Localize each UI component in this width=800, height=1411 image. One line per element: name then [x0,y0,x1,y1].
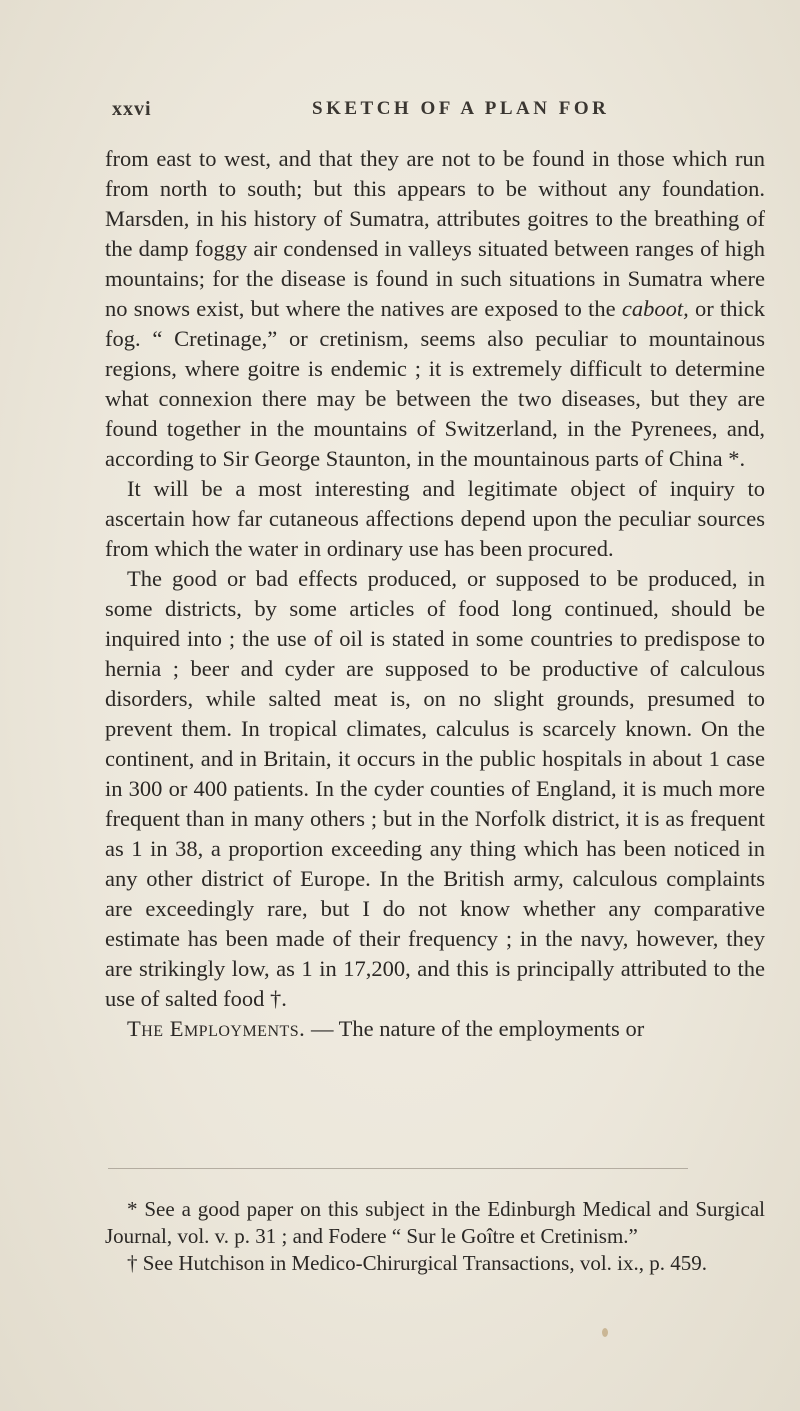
paragraph-employments-text: — The nature of the employments or [305,1016,645,1041]
running-head [112,98,752,124]
page-number: xxvi [112,98,152,120]
paragraph-continuation [105,144,765,474]
paragraph-employments [105,1014,765,1044]
footnotes [105,1196,765,1277]
paragraph-1-start: from east to west, and that they are not to be found in those which run from north to south; but this appears to be without any foundation. Marsden, in his history of Sumatra, attributes goitres to the breathing of the damp foggy air condensed in valleys situated between ranges of high mountains; for the disease is found in such situations in Sumatra where no snows exist, but where the natives are exposed to the [105,146,765,321]
paper-blemish [602,1328,608,1337]
paragraph-cutaneous: It will be a most interesting and legitimate object of inquiry to ascertain how far cutaneous affections depend upon the peculiar sources from which the water in ordinary use has been procured. [105,476,765,561]
paragraph-1-end: or thick fog. “ Cretinage,” or cretinism, seems also peculiar to mountainous regions, where goitre is endemic ; it is extremely difficult to determine what connexion there may be between the two diseases, but they are found together in the mountains of Switzerland, in the Pyrenees, and, according to Sir George Staunton, in the mountainous parts of China *. [105,296,765,471]
footnote-2: † See Hutchison in Medico-Chirurgical Transactions, vol. ix., p. 459. [127,1251,707,1275]
caboot-term: caboot, [621,296,689,321]
paragraph-food: The good or bad effects produced, or supposed to be produced, in some districts, by some articles of food long continued, should be inquired into ; the use of oil is stated in some countries to predispose to hernia ; beer and cyder are supposed to be productive of calculous disorders, while salted meat is, on no slight grounds, presumed to prevent them. In tropical climates, calculus is scarcely known. On the continent, and in Britain, it occurs in the public hospitals in about 1 case in 300 or 400 patients. In the cyder counties of England, it is much more frequent than in many others ; but in the Norfolk district, it is as frequent as 1 in 38, a proportion exceeding any thing which has been noticed in any other district of Europe. In the British army, calculous complaints are exceedingly rare, but I do not know whether any comparative estimate has been made of their frequency ; in the navy, however, they are strikingly low, as 1 in 17,200, and this is principally attributed to the use of salted food †. [105,566,765,1011]
footnote-divider [108,1168,688,1169]
running-title: SKETCH OF A PLAN FOR [312,98,610,119]
body-text [105,144,765,1044]
footnote-1: * See a good paper on this subject in the Edinburgh Medical and Surgical Journal, vol. v. p. 31 ; and Fodere “ Sur le Goître et Cretinism.” [105,1197,765,1248]
section-heading-employments: The Employments. [127,1016,306,1041]
